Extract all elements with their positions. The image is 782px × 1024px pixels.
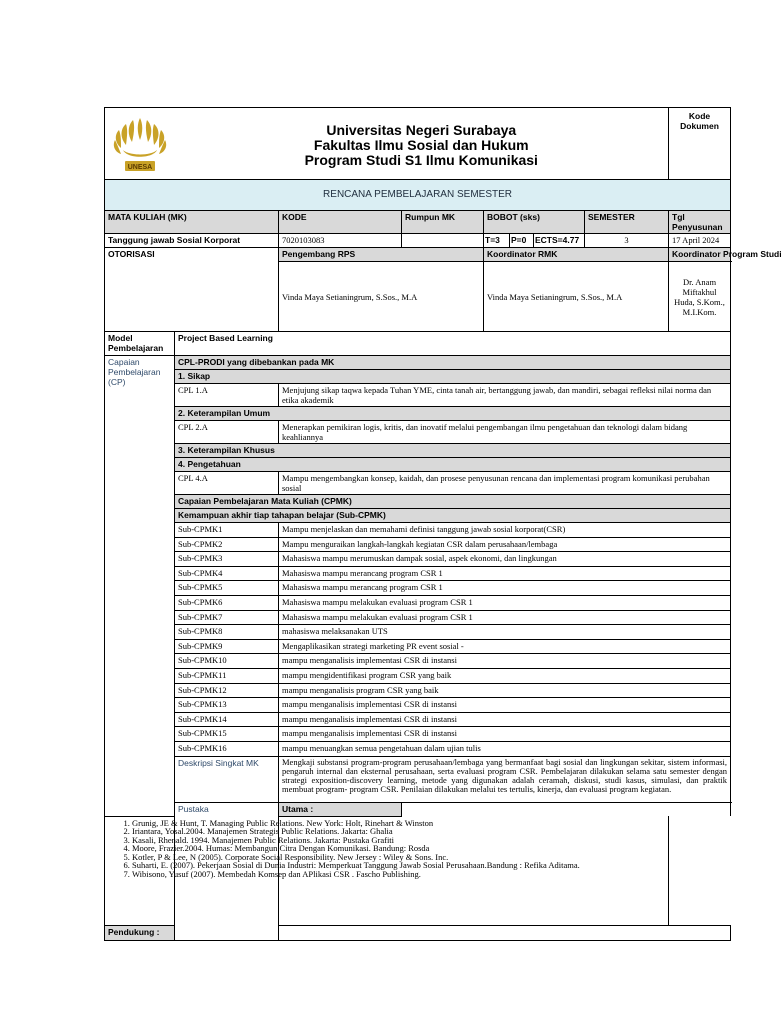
pengetahuan-heading: 4. Pengetahuan xyxy=(175,458,731,472)
rps-table xyxy=(104,107,782,941)
table-row xyxy=(105,639,731,654)
umum-code: CPL 2.A xyxy=(175,421,279,444)
list-item: 5. Kotler, P & Lee, N (2005). Corporate Social Responsibility. New Jersey : Wiley & Sons. Inc. xyxy=(132,853,665,862)
faculty-name: Fakultas Ilmu Sosial dan Hukum xyxy=(313,136,529,153)
utama-spacer xyxy=(402,802,731,816)
subcpmk-code: Sub-CPMK2 xyxy=(175,537,279,552)
kode-dokumen-cell xyxy=(669,108,731,180)
bobot-t: T=3 xyxy=(484,234,510,248)
list-item: 7. Wibisono, Yusuf (2007). Membedah Komsep dan APlikasi CSR . Fascho Publishing. xyxy=(132,870,665,879)
table-row xyxy=(105,668,731,683)
subcpmk-code: Sub-CPMK8 xyxy=(175,625,279,640)
pendukung-label: Pendukung : xyxy=(105,925,175,940)
list-item: 6. Suharti, E. (2007). Pekerjaan Sosial di Dunia Industri: Memperkuat Tanggung Jawab Sosial Perusahaan.Bandung : Refika Aditama. xyxy=(132,861,665,870)
utama-label: Utama : xyxy=(279,802,402,816)
deskripsi-text: Mengkaji substansi program-program perusahaan/lembaga yang bermanfaat bagi sosial dan lingkungan sekitar, sistem informasi, pengaruh internal dan eksternal perusahaan, serta evaluasi program CSR. Pembelajaran dilakukan selama satu semester dengan strategi exposition-discovery learning, metode yang digunakan adalah ceramah, diskusi, studi kasus, simulasi, dan praktik membuat program- program CSR. Penilaian dilakukan melalui tes tertulis, kinerja, dan evaluasi program kegiatan. xyxy=(279,756,731,802)
table-row xyxy=(105,581,731,596)
subcpmk-text: mampu menganalisis implementasi CSR di instansi xyxy=(279,654,731,669)
program-name: Program Studi S1 Ilmu Komunikasi xyxy=(304,151,538,168)
subcpmk-code: Sub-CPMK16 xyxy=(175,741,279,756)
pustaka-list xyxy=(108,819,665,879)
subcpmk-code: Sub-CPMK9 xyxy=(175,639,279,654)
umum-text: Menerapkan pemikiran logis, kritis, dan inovatif melalui pengembangan ilmu pengetahuan dan teknologi dalam bidang keahliannya xyxy=(279,421,731,444)
cpl-heading: CPL-PRODI yang dibebankan pada MK xyxy=(175,356,731,370)
subcpmk-code: Sub-CPMK13 xyxy=(175,698,279,713)
kode-dokumen-label: Kode Dokumen xyxy=(680,111,719,131)
sikap-heading: 1. Sikap xyxy=(175,370,731,384)
list-item: 3. Kasali, Rhenald. 1994. Manajemen Public Relations. Jakarta: Pustaka Grafiti xyxy=(132,836,665,845)
pengembang-label: Pengembang RPS xyxy=(279,248,484,262)
model-value: Project Based Learning xyxy=(175,332,731,356)
cp-label: Capaian Pembelajaran (CP) xyxy=(105,356,175,817)
table-row xyxy=(105,552,731,567)
table-row xyxy=(105,698,731,713)
subcpmk-code: Sub-CPMK10 xyxy=(175,654,279,669)
subcpmk-text: mampu menganalisis implementasi CSR di instansi xyxy=(279,712,731,727)
subcpmk-code: Sub-CPMK4 xyxy=(175,566,279,581)
university-name: Universitas Negeri Surabaya xyxy=(326,121,517,138)
mk-label: MATA KULIAH (MK) xyxy=(105,211,279,234)
khusus-heading: 3. Keterampilan Khusus xyxy=(175,444,731,458)
subcpmk-code: Sub-CPMK14 xyxy=(175,712,279,727)
table-row xyxy=(105,683,731,698)
logo-text: UNESA xyxy=(127,163,153,171)
subcpmk-code: Sub-CPMK7 xyxy=(175,610,279,625)
pengetahuan-text: Mampu mengembangkan konsep, kaidah, dan prosese penyusunan rencana dan implementasi program komunikasi perubahan sosial xyxy=(279,472,731,495)
subcpmk-text: mampu mengidentifikasi program CSR yang baik xyxy=(279,668,731,683)
subcpmk-code: Sub-CPMK6 xyxy=(175,595,279,610)
list-item: 1. Grunig, JE & Hunt, T. Managing Public Relations. New York: Holt, Rinehart & Winston xyxy=(132,819,665,828)
subcpmk-text: Mahasiswa mampu merancang program CSR 1 xyxy=(279,566,731,581)
subcpmk-text: Mahasiswa mampu merumuskan dampak sosial, aspek ekonomi, dan lingkungan xyxy=(279,552,731,567)
subcpmk-code: Sub-CPMK5 xyxy=(175,581,279,596)
subcpmk-text: Mahasiswa mampu melakukan evaluasi program CSR 1 xyxy=(279,595,731,610)
bobot-ects: ECTS=4.77 xyxy=(534,234,585,248)
list-item: 2. Iriantara, Yosal.2004. Manajemen Strategis Public Relations. Jakarta: Ghalia xyxy=(132,827,665,836)
pengetahuan-code: CPL 4.A xyxy=(175,472,279,495)
subcpmk-text: Mampu menguraikan langkah-langkah kegiatan CSR dalam perusahaan/lembaga xyxy=(279,537,731,552)
table-row xyxy=(105,537,731,552)
subcpmk-code: Sub-CPMK15 xyxy=(175,727,279,742)
course-semester: 3 xyxy=(585,234,669,248)
umum-heading: 2. Keterampilan Umum xyxy=(175,407,731,421)
table-row xyxy=(105,741,731,756)
koordinator-rmk-name: Vinda Maya Setianingrum, S.Sos., M.A xyxy=(484,262,669,332)
pustaka-list-cell xyxy=(105,816,669,925)
logo-cell xyxy=(105,108,175,180)
sikap-text: Menjujung sikap taqwa kepada Tuhan YME, cinta tanah air, bertanggung jawab, dan mandiri, sebagai refleksi nilai norma dan etika akademik xyxy=(279,384,731,407)
rps-document xyxy=(104,107,782,941)
cpmk-heading: Capaian Pembelajaran Mata Kuliah (CPMK) xyxy=(175,495,731,509)
pendukung-value xyxy=(279,925,731,940)
subcpmk-heading: Kemampuan akhir tiap tahapan belajar (Sub-CPMK) xyxy=(175,509,731,523)
bobot-label: BOBOT (sks) xyxy=(484,211,585,234)
subcpmk-text: Mampu menjelaskan dan memahami definisi tanggung jawab sosial korporat(CSR) xyxy=(279,523,731,538)
subcpmk-text: mahasiswa melaksanakan UTS xyxy=(279,625,731,640)
institution-header xyxy=(175,108,669,180)
subcpmk-text: Mahasiswa mampu merancang program CSR 1 xyxy=(279,581,731,596)
koordinator-prodi-name: Dr. Anam Miftakhul Huda, S.Kom., M.I.Kom. xyxy=(669,262,731,332)
table-row xyxy=(105,712,731,727)
table-row xyxy=(105,566,731,581)
subcpmk-code: Sub-CPMK11 xyxy=(175,668,279,683)
tgl-label: Tgl Penyusunan xyxy=(669,211,731,234)
course-rumpun xyxy=(402,234,484,248)
koordinator-rmk-label: Koordinator RMK xyxy=(484,248,669,262)
otorisasi-label: OTORISASI xyxy=(105,248,279,332)
course-date: 17 April 2024 xyxy=(669,234,731,248)
subcpmk-text: mampu menuangkan semua pengetahuan dalam ujian tulis xyxy=(279,741,731,756)
table-row xyxy=(105,654,731,669)
course-code: 7020103083 xyxy=(279,234,402,248)
unesa-logo-icon xyxy=(109,110,171,176)
table-row xyxy=(105,625,731,640)
subcpmk-text: mampu menganalisis implementasi CSR di instansi xyxy=(279,727,731,742)
rumpun-label: Rumpun MK xyxy=(402,211,484,234)
subcpmk-text: Mengaplikasikan strategi marketing PR event sosial - xyxy=(279,639,731,654)
model-label: Model Pembelajaran xyxy=(105,332,175,356)
table-row xyxy=(105,595,731,610)
subcpmk-text: Mahasiswa mampu melakukan evaluasi program CSR 1 xyxy=(279,610,731,625)
subcpmk-code: Sub-CPMK3 xyxy=(175,552,279,567)
table-row xyxy=(105,610,731,625)
list-item: 4. Moore, Frazier.2004. Humas: Membangun Citra Dengan Komunikasi. Bandung: Rosda xyxy=(132,844,665,853)
table-row xyxy=(105,727,731,742)
subcpmk-code: Sub-CPMK1 xyxy=(175,523,279,538)
pustaka-label: Pustaka xyxy=(175,802,279,940)
table-row xyxy=(105,523,731,538)
semester-label: SEMESTER xyxy=(585,211,669,234)
subcpmk-text: mampu menganalisis implementasi CSR di instansi xyxy=(279,698,731,713)
pengembang-name: Vinda Maya Setianingrum, S.Sos., M.A xyxy=(279,262,484,332)
kode-label: KODE xyxy=(279,211,402,234)
bobot-p: P=0 xyxy=(510,234,534,248)
course-name: Tanggung jawab Sosial Korporat xyxy=(105,234,279,248)
sikap-code: CPL 1.A xyxy=(175,384,279,407)
deskripsi-label: Deskripsi Singkat MK xyxy=(175,756,279,802)
subcpmk-text: mampu menganalisis program CSR yang baik xyxy=(279,683,731,698)
subcpmk-code: Sub-CPMK12 xyxy=(175,683,279,698)
koordinator-prodi-label: Koordinator Program Studi xyxy=(669,248,731,262)
rps-title: RENCANA PEMBELAJARAN SEMESTER xyxy=(105,180,731,211)
